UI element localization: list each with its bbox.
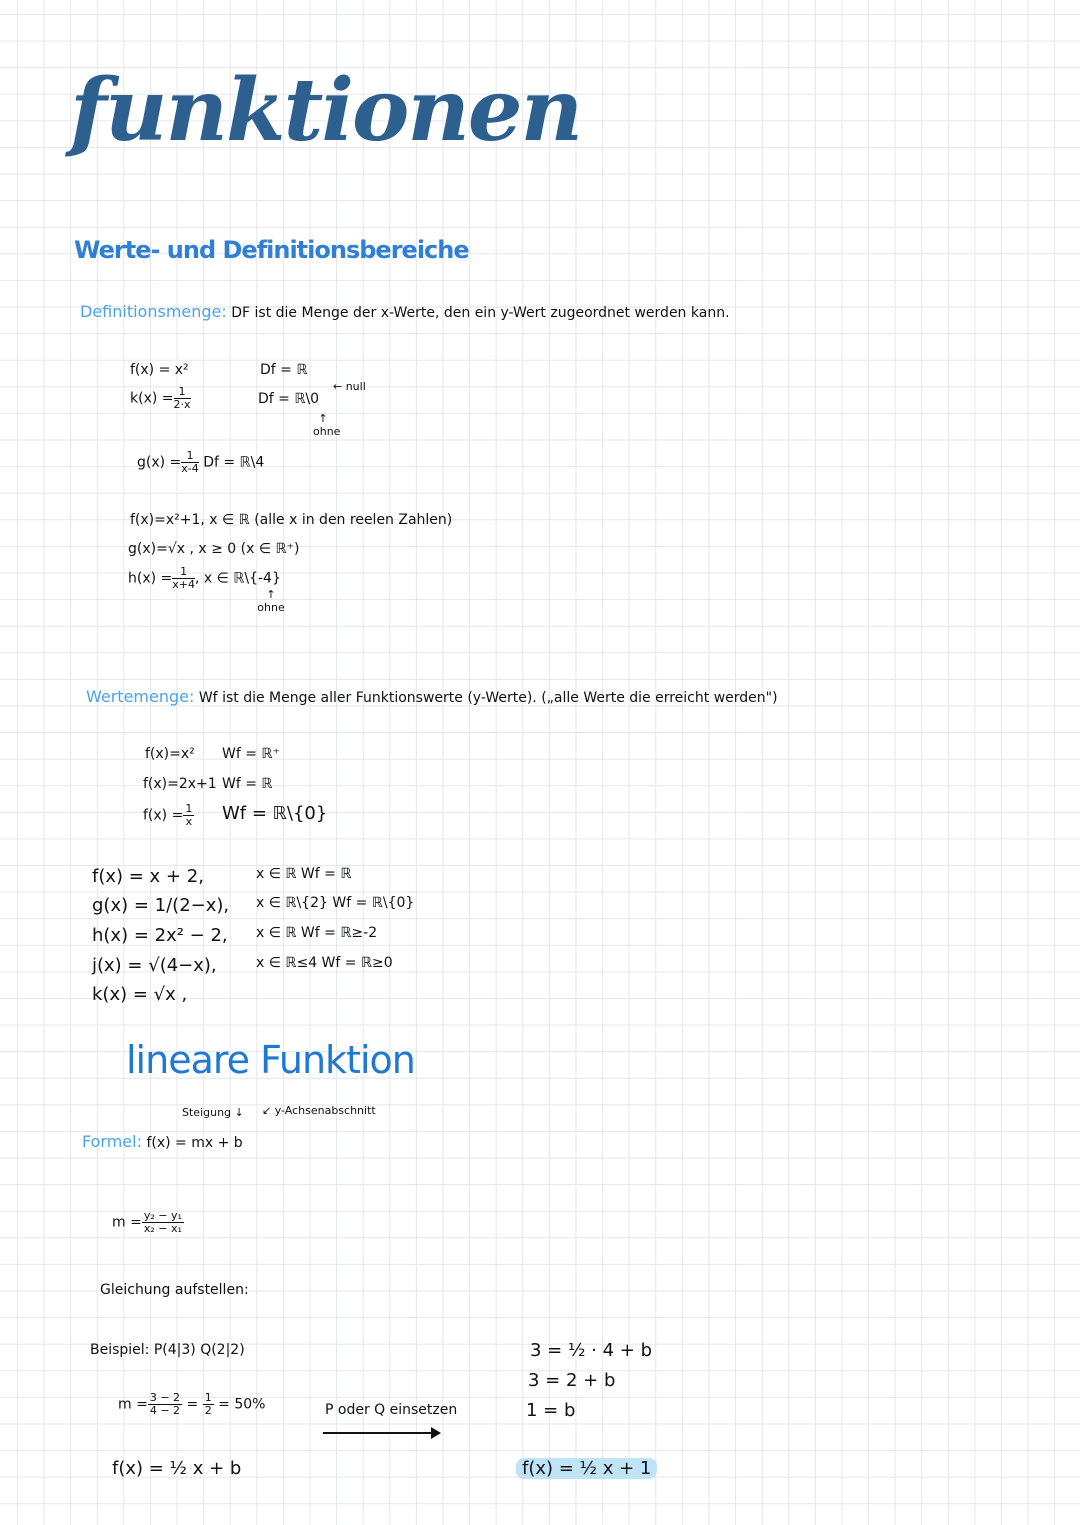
example-f-df: Df = ℝ (260, 362, 308, 378)
wertemenge-label: Wertemenge: (86, 687, 195, 706)
den: 4 − 2 (149, 1404, 181, 1417)
formel-line (82, 1132, 243, 1151)
calc-m (118, 1392, 265, 1417)
example-g (137, 450, 264, 475)
w-ex3-w: Wf = ℝ\{0} (222, 803, 328, 824)
g-df: Df = ℝ\4 (203, 454, 265, 471)
formel: f(x) = mx + b (146, 1135, 243, 1151)
def-line-1: f(x)=x²+1, x ∈ ℝ (alle x in den reelen Zahlen) (130, 512, 453, 528)
linear-heading: lineare Funktion (126, 1038, 415, 1082)
w-ex2: f(x)=2x+1 (143, 776, 217, 792)
solve-row-3: 1 = b (526, 1400, 576, 1421)
m-label: m = (112, 1214, 142, 1231)
einsetzen-label: P oder Q einsetzen (325, 1402, 458, 1418)
w-ex3 (143, 803, 194, 828)
den: 2·x (173, 398, 191, 411)
arrow-right-icon (323, 1432, 433, 1434)
w-row-f: j(x) = √(4−x), (92, 955, 217, 976)
wertemenge-line (86, 687, 778, 706)
definition-line (80, 302, 730, 321)
definitionsmenge-label: Definitionsmenge: (80, 302, 227, 321)
ohne-note: ↑ ohne (313, 412, 341, 438)
solve-row-1: 3 = ½ · 4 + b (530, 1340, 652, 1361)
w-row-d: x ∈ ℝ Wf = ℝ≥-2 (256, 925, 378, 941)
gleichung-label: Gleichung aufstellen: (100, 1282, 249, 1298)
w-row-d: x ∈ ℝ\{2} Wf = ℝ\{0} (256, 895, 415, 911)
k-label: k(x) = (130, 390, 174, 407)
example-f: f(x) = x² (130, 362, 189, 378)
result-highlight: f(x) = ½ x + 1 (516, 1458, 657, 1479)
formel-label: Formel: (82, 1132, 142, 1151)
w-row-f: f(x) = x + 2, (92, 866, 204, 887)
den: x+4 (172, 578, 195, 591)
f-label: f(x) = (143, 807, 184, 824)
solve-row-2: 3 = 2 + b (528, 1370, 616, 1391)
achsenabschnitt-note: ↙ y-Achsenabschnitt (262, 1104, 376, 1117)
den: x-4 (181, 462, 199, 475)
num: 3 − 2 (149, 1391, 181, 1404)
beispiel-line: Beispiel: P(4|3) Q(2|2) (90, 1342, 245, 1358)
def-line-2: g(x)=√x , x ≥ 0 (x ∈ ℝ⁺) (128, 541, 300, 557)
den: x₂ − x₁ (143, 1222, 182, 1235)
steigung-note: Steigung ↓ (182, 1106, 244, 1119)
w-row-d: x ∈ ℝ≤4 Wf = ℝ≥0 (256, 955, 393, 971)
num: 1 (172, 566, 195, 579)
num: 1 (174, 386, 191, 399)
example-k-df: Df = ℝ\0 (258, 391, 320, 407)
g-label: g(x) = (137, 454, 182, 471)
w-ex1: f(x)=x² (145, 746, 195, 762)
num: y₂ − y₁ (143, 1209, 182, 1222)
w-row-d: x ∈ ℝ Wf = ℝ (256, 866, 352, 882)
fx-half: f(x) = ½ x + b (112, 1458, 242, 1479)
w-row-f: g(x) = 1/(2−x), (92, 895, 230, 916)
h-label: h(x) = (128, 570, 173, 587)
num: 1 (204, 1391, 212, 1404)
definitionsmenge-text: DF ist die Menge der x-Werte, den ein y-Wert zugeordnet werden kann. (231, 305, 730, 321)
den: 2 (204, 1404, 212, 1417)
null-note: ← null (333, 380, 366, 393)
w-ex1-w: Wf = ℝ⁺ (222, 746, 280, 762)
num: 1 (185, 802, 193, 815)
result-formula (516, 1458, 657, 1479)
num: 1 (181, 450, 198, 463)
h-rest: , x ∈ ℝ\{-4} (195, 570, 281, 587)
m-label: m = (118, 1396, 148, 1413)
percent: = 50% (218, 1396, 266, 1413)
w-row-f: h(x) = 2x² − 2, (92, 925, 228, 946)
eq: = (186, 1396, 199, 1413)
w-row-f: k(x) = √x , (92, 984, 188, 1005)
w-ex2-w: Wf = ℝ (222, 776, 273, 792)
ohne-note-2: ↑ ohne (257, 588, 285, 614)
example-k (130, 386, 191, 411)
section-heading: Werte- und Definitionsbereiche (74, 236, 469, 264)
wertemenge-text: Wf ist die Menge aller Funktionswerte (y-Werte). („alle Werte die erreicht werden") (198, 690, 778, 706)
slope-formula (112, 1210, 184, 1235)
page-title: funktionen (70, 60, 582, 161)
den: x (185, 815, 193, 828)
